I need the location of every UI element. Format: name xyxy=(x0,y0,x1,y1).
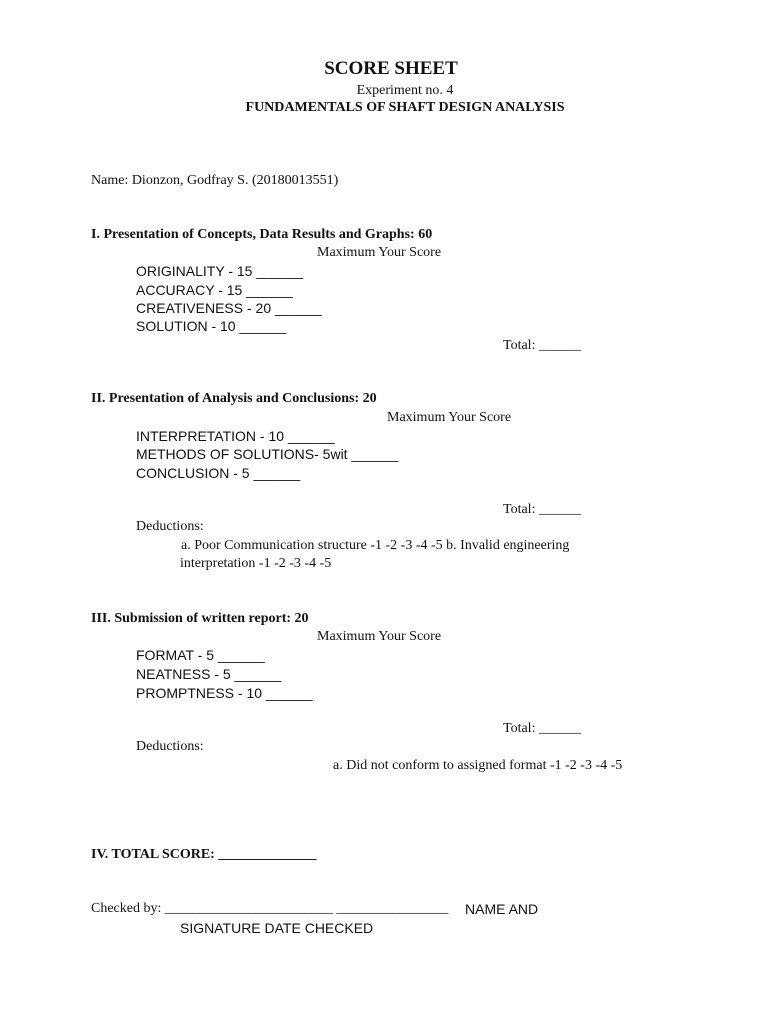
section3-deductions-line1: a. Did not conform to assigned format -1 -2 -3 -4 -5 xyxy=(333,758,623,773)
section1-item-accuracy: ACCURACY - 15 ______ xyxy=(136,282,293,298)
total-score: IV. TOTAL SCORE: ______________ xyxy=(91,847,317,862)
section1-total: Total: ______ xyxy=(503,338,581,353)
section1-item-originality: ORIGINALITY - 15 ______ xyxy=(136,263,304,279)
section2-heading: II. Presentation of Analysis and Conclusions: 20 xyxy=(91,391,377,406)
section2-item-conclusion: CONCLUSION - 5 ______ xyxy=(136,465,301,481)
section3-total: Total: ______ xyxy=(503,721,581,736)
student-name: Name: Dionzon, Godfray S. (20180013551) xyxy=(91,173,339,188)
checked-by-name-label: NAME AND xyxy=(465,901,539,917)
section3-columns: Maximum Your Score xyxy=(317,629,442,644)
section1-columns: Maximum Your Score xyxy=(317,245,442,260)
section3-item-promptness: PROMPTNESS - 10 ______ xyxy=(136,685,313,701)
section1-item-creativeness: CREATIVENESS - 20 ______ xyxy=(136,300,322,316)
section1-item-solution: SOLUTION - 10 ______ xyxy=(136,318,287,334)
section3-item-format: FORMAT - 5 ______ xyxy=(136,647,265,663)
checked-by-line: Checked by: ________________________ ________________ xyxy=(91,901,449,916)
section2-item-methods: METHODS OF SOLUTIONS- 5wit ______ xyxy=(136,446,399,462)
section3-deductions-label: Deductions: xyxy=(136,739,204,754)
page-title: SCORE SHEET xyxy=(324,58,458,79)
section2-columns: Maximum Your Score xyxy=(387,410,512,425)
section3-item-neatness: NEATNESS - 5 ______ xyxy=(136,666,282,682)
subject-title: FUNDAMENTALS OF SHAFT DESIGN ANALYSIS xyxy=(245,100,565,115)
section2-deductions-label: Deductions: xyxy=(136,519,204,534)
checked-by-signature-label: SIGNATURE DATE CHECKED xyxy=(180,920,374,936)
section3-heading: III. Submission of written report: 20 xyxy=(91,611,309,626)
section2-deductions-line2: interpretation -1 -2 -3 -4 -5 xyxy=(180,556,332,571)
experiment-number: Experiment no. 4 xyxy=(356,83,454,98)
section2-deductions-line1: a. Poor Communication structure -1 -2 -3 -4 -5 b. Invalid engineering xyxy=(181,538,570,553)
section2-item-interpretation: INTERPRETATION - 10 ______ xyxy=(136,428,335,444)
section1-heading: I. Presentation of Concepts, Data Results and Graphs: 60 xyxy=(91,227,433,242)
section2-total: Total: ______ xyxy=(503,502,581,517)
